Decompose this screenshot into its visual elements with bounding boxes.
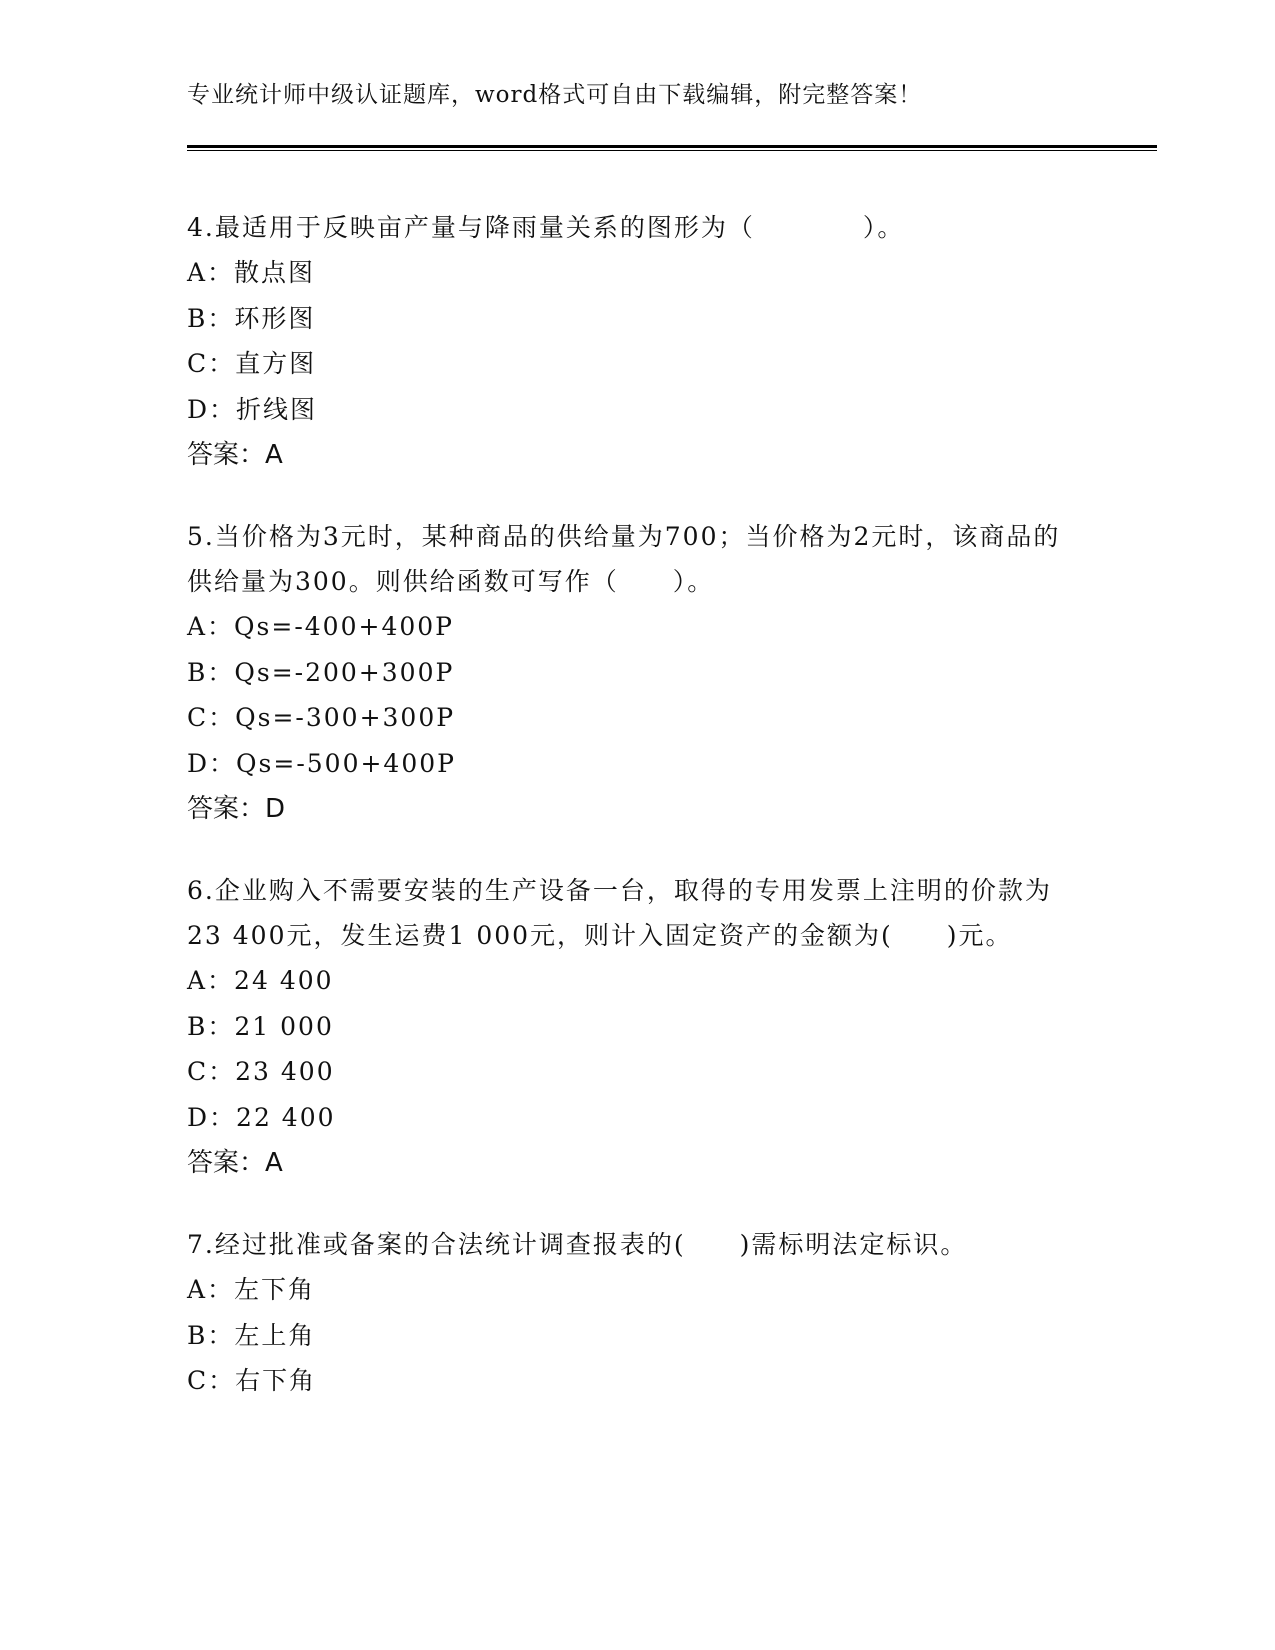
answer: 答案：A	[187, 440, 283, 470]
question-list	[187, 205, 1087, 1440]
option-d: D：22 400	[187, 1102, 336, 1132]
option-c: C：右下角	[187, 1366, 317, 1395]
answer: 答案：D	[187, 794, 286, 824]
question-4	[187, 205, 1087, 478]
option-c: C：23 400	[187, 1057, 335, 1086]
option-b: B：21 000	[187, 1011, 334, 1041]
option-b: B：左上角	[187, 1320, 316, 1350]
question-6	[187, 868, 1087, 1186]
option-d: D：Qs=-500+400P	[187, 748, 456, 778]
option-c: C：Qs=-300+300P	[187, 703, 456, 732]
option-c: C：直方图	[187, 349, 317, 378]
option-d: D：折线图	[187, 394, 318, 424]
question-5	[187, 514, 1087, 832]
header-rule-thin	[187, 150, 1157, 151]
header-rule-thick	[187, 145, 1157, 148]
question-stem: 4.最适用于反映亩产量与降雨量关系的图形为（ ）。	[187, 213, 905, 242]
option-a: A：Qs=-400+400P	[187, 612, 454, 641]
question-stem: 5.当价格为3元时，某种商品的供给量为700；当价格为2元时，该商品的供给量为300。则供给函数可写作（ ）。	[187, 522, 1061, 596]
option-a: A：散点图	[187, 258, 316, 287]
answer: 答案：A	[187, 1148, 283, 1178]
page-header: 专业统计师中级认证题库，word格式可自由下载编辑，附完整答案！	[187, 82, 923, 108]
option-a: A：左下角	[187, 1275, 316, 1304]
question-stem: 7.经过批准或备案的合法统计调查报表的( )需标明法定标识。	[187, 1230, 968, 1259]
option-a: A：24 400	[187, 966, 334, 995]
question-7	[187, 1222, 1087, 1404]
option-b: B：环形图	[187, 303, 316, 333]
question-stem: 6.企业购入不需要安装的生产设备一台，取得的专用发票上注明的价款为23 400元，发生运费1 000元，则计入固定资产的金额为( )元。	[187, 876, 1052, 950]
option-b: B：Qs=-200+300P	[187, 657, 455, 687]
